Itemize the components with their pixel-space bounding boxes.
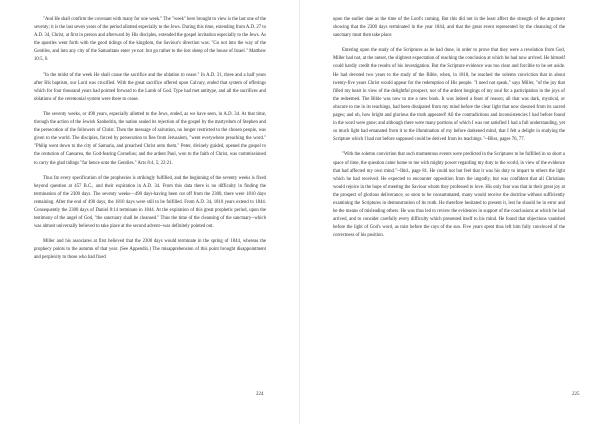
right-text-column [333,16,565,247]
left-text-column [34,16,266,270]
right-page [300,0,600,424]
paragraph: upon the earlier date as the time of the Lord's coming. But this did not in the least affect the strength of the argument showing that the 2300 days terminated in the year 1844, and that the great event represented by the cleansing of the sanctuary must then take place. [333,17,565,39]
paragraph: "In the midst of the week He shall cause the sacrifice and the oblation to cease." In A.D. 31, three and a half years after His baptism, our Lord was crucified. With the great sacrifice offered upon Calvary, ended that system of offerings which for four thousand years had pointed forward to the Lamb of God. Type had met antitype, and all the sacrifices and oblations of the ceremonial system were there to cease. [34,72,266,102]
page-number: 225 [572,392,580,397]
paragraph: Thus far every specification of the prophecies is strikingly fulfilled, and the beginning of the seventy weeks is fixed beyond question at 457 B.C., and their expiration in A.D. 34. From this data there is no difficulty in finding the termination of the 2300 days. The seventy weeks—490 days-having been cut off from the 2300, there were 1810 days remaining. After the end of 490 days, the 1810 days were still to be fulfilled. From A.D. 34, 1810 years extend to 1844. Consequently the 2300 days of Daniel 8:14 terminate in 1844. At the expiration of this great prophetic period, upon the testimony of the angel of God, "the sanctuary shall be cleansed." Thus the time of the cleansing of the sanctuary--which was almost universally believed to take place at the second advent--was definitely pointed out. [34,175,266,230]
paragraph: Miller and his associates at first believed that the 2300 days would terminate in the spring of 1844, whereas the prophecy points to the autumn of that year. (See Appendix.) The misapprehension of this point brought disappointment and perplexity to those who had fixed [34,239,266,261]
paragraph: Entering upon the study of the Scriptures as he had done, in order to prove that they were a revelation from God, Miller had not, at the outset, the slightest expectation of reaching the conclusion at which he had now arrived. He himself could hardly credit the results of his investigation. But the Scripture evidence was too clear and forcible to be set aside. He had devoted two years to the study of the Bible, when, in 1818, he reached the solemn conviction that in about twenty-five years Christ would appear for the redemption of His people. "I need not speak," says Miller, "of the joy that filled my heart in view of the delightful prospect, nor of the ardent longings of my soul for a participation in the joys of the redeemed. The Bible was now to me a new book. It was indeed a feast of reason; all that was dark, mystical, or obscure to me in its teachings, had been dissipated from my mind before the clear light that now dawned from its sacred pages; and oh, how bright and glorious the truth appeared! All the contradictions and inconsistencies I had before found in the word were gone; and although there were many portions of which I was not satisfied I had a full understanding, yet so much light had emanated from it to the illumination of my before darkened mind, that I felt a delight in studying the Scripture which I had not before supposed could be derived from its teachings."--Bliss, pages 76, 77. [333,48,565,143]
page-number: 224 [256,392,264,397]
paragraph: The seventy weeks, or 490 years, especially allotted to the Jews, ended, as we have seen, in A.D. 34. At that time, through the action of the Jewish Sanhedrin, the nation sealed its rejection of the gospel by the martyrdom of Stephen and the persecution of the followers of Christ. Then the message of salvation, no longer restricted to the chosen people, was given to the world. The disciples, forced by persecution to flee from Jerusalem, "went everywhere preaching the word." "Philip went down to the city of Samaria, and preached Christ unto them." Peter, divinely guided, opened the gospel to the centurion of Caesarea, the God-fearing Cornelius; and the ardent Paul, won to the faith of Christ, was commissioned to carry the glad tidings "far hence unto the Gentiles." Acts 8:4, 5; 22:21. [34,111,266,166]
paragraph: "With the solemn conviction that such momentous events were predicted in the Scriptures to be fulfilled in so short a space of time, the question came home to me with mighty power regarding my duty to the world, in view of the evidence that had affected my own mind."--Ibid., page 81. He could not but feel that it was his duty to impart to others the light which he had received. He expected to encounter opposition from the ungodly, but was confident that all Christians would rejoice in the hope of meeting the Saviour whom they professed to love. His only fear was that in their great joy at the prospect of glorious deliverance, so soon to be consummated, many would receive the doctrine without sufficiently examining the Scriptures in demonstration of its truth. He therefore hesitated to present it, lest he should be in error and be the means of misleading others. He was thus led to review the evidences in support of the conclusions at which he had arrived, and to consider carefully every difficulty which presented itself to his mind. He found that objections vanished before the light of God's word, as mist before the rays of the sun. Five years spent thus left him fully convinced of the correctness of his position. [333,152,565,239]
paragraph: "And He shall confirm the covenant with many for one week." The "week" here brought to view is the last one of the seventy; it is the last seven years of the period allotted especially to the Jews. During this time, extending from A.D. 27 to A.D. 34, Christ, at first in person and afterward by His disciples, extended the gospel invitation especially to the Jews. As the apostles went forth with the good tidings of the kingdom, the Saviour's direction was: "Go not into the way of the Gentiles, and into any city of the Samaritans enter ye not: but go rather to the lost sheep of the house of Israel." Matthew 10:5, 6. [34,17,266,63]
